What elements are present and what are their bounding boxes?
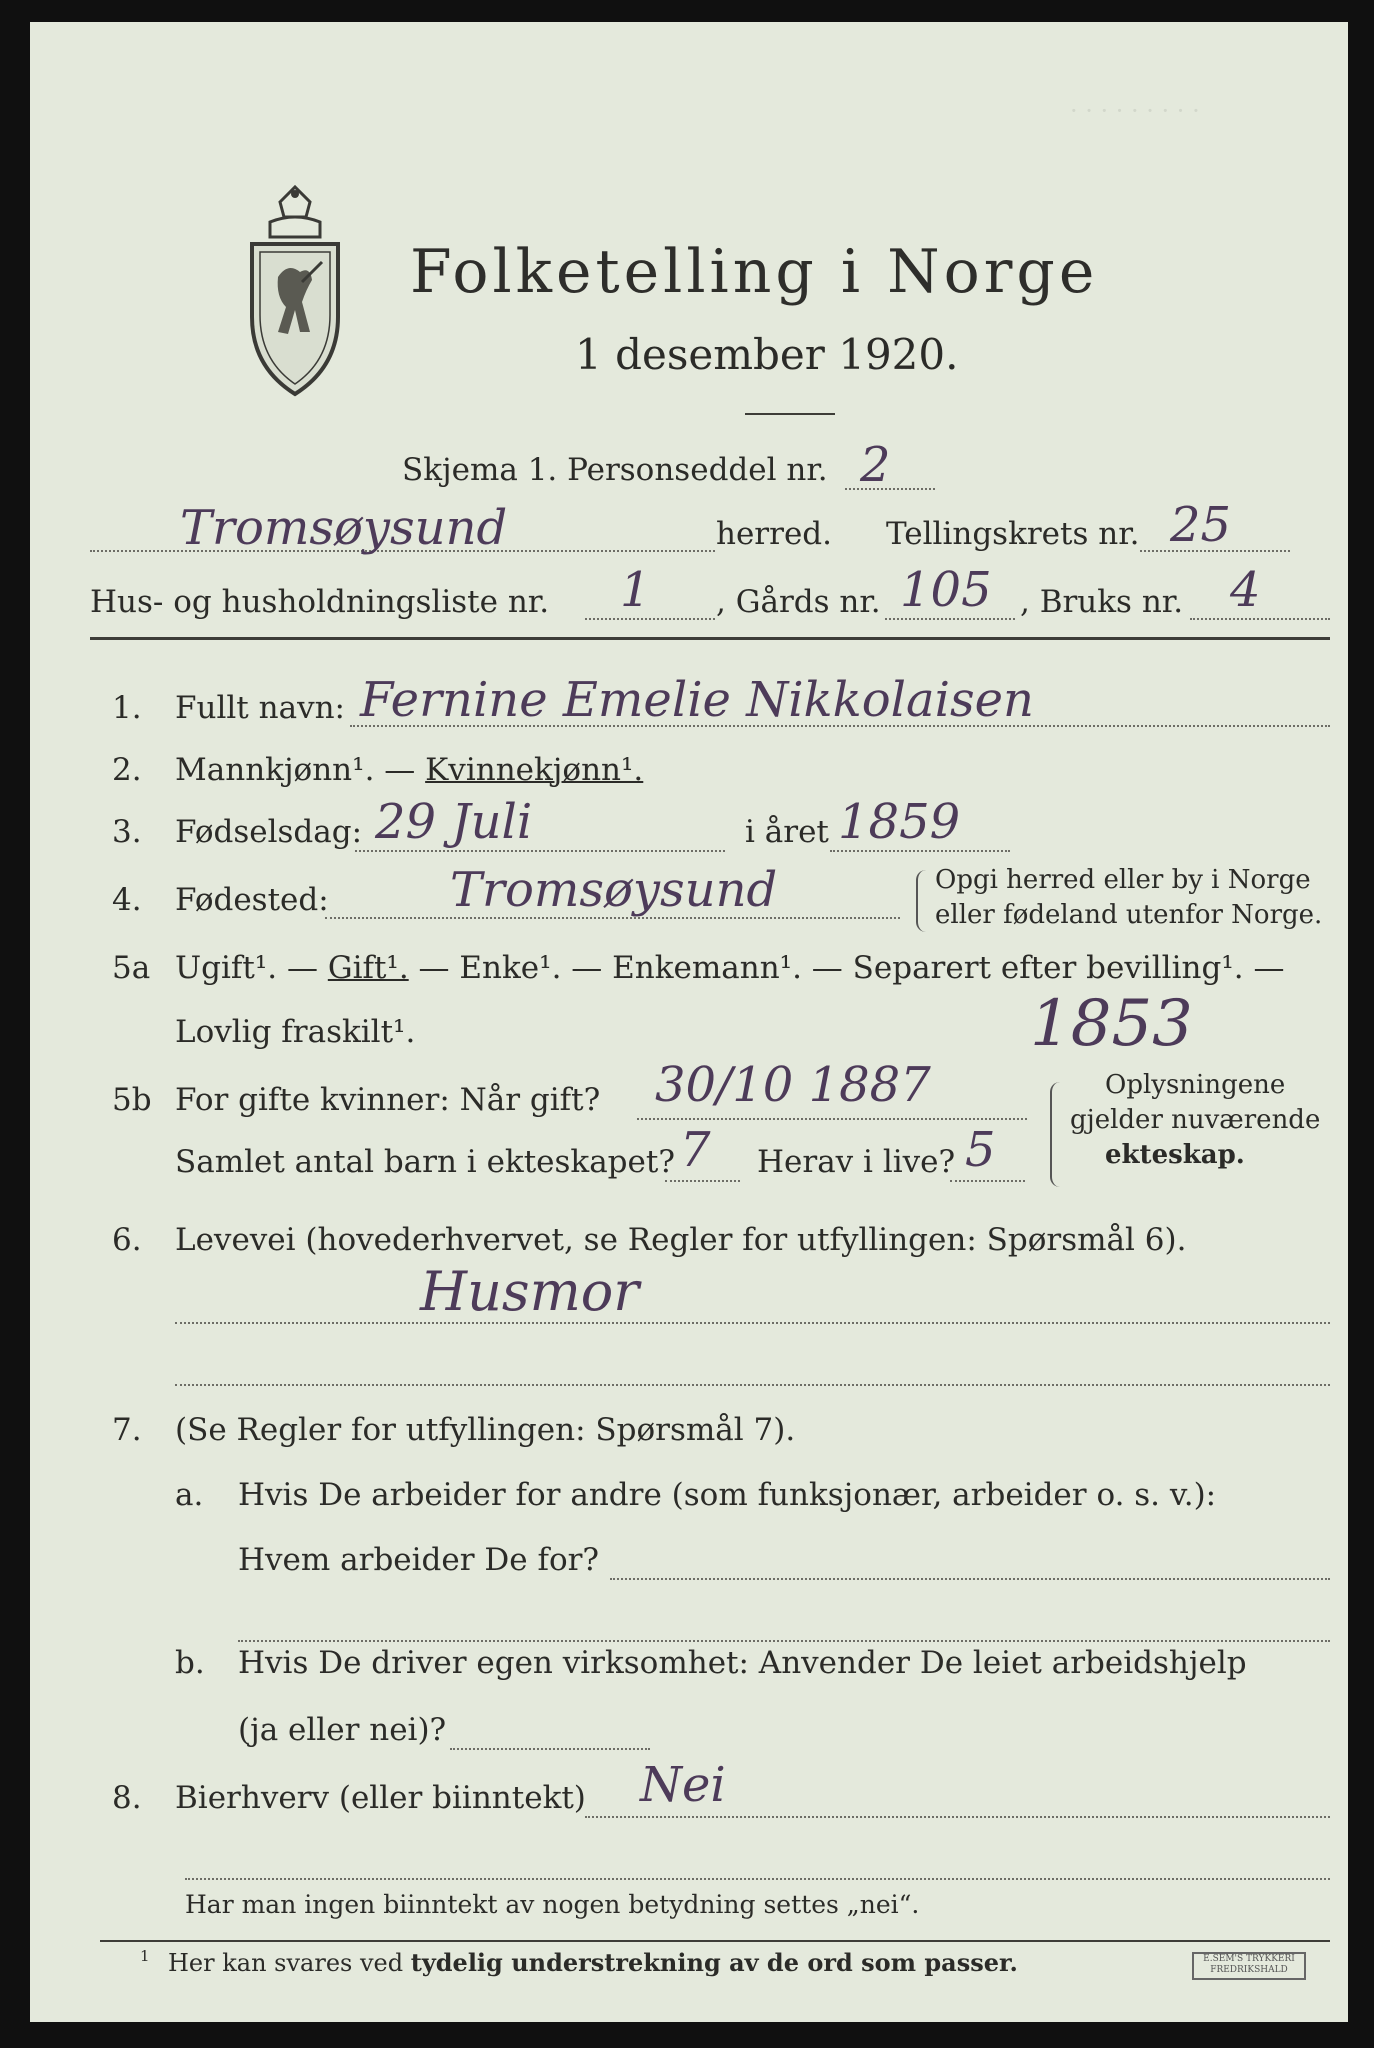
q5b-note-2: gjelder nuværende	[1070, 1105, 1321, 1135]
side-income-value: Nei	[640, 1757, 726, 1813]
title-divider	[745, 413, 835, 415]
children-alive-value: 5	[965, 1122, 996, 1178]
q8-line-1	[585, 1816, 1330, 1818]
q7a-text: Hvis De arbeider for andre (som funksjonær, arbeider o. s. v.):	[238, 1477, 1217, 1513]
printer-stamp-line-1: E.SEM'S TRYKKERI	[1203, 1954, 1295, 1964]
margin-note-year: 1853	[1030, 987, 1193, 1061]
gards-nr: 105	[900, 562, 992, 618]
q5a-text	[175, 950, 1284, 986]
hus-nr: 1	[620, 562, 651, 618]
skjema-label: Skjema 1. Personseddel nr.	[402, 452, 828, 488]
children-count-value: 7	[680, 1122, 711, 1178]
q4-note-2: eller fødeland utenfor Norge.	[935, 900, 1323, 930]
q2-text	[175, 752, 643, 788]
q7a-number: a.	[175, 1477, 204, 1513]
bruks-nr: 4	[1230, 562, 1261, 618]
q3-label: Fødselsdag:	[175, 814, 363, 850]
q4-label: Fødested:	[175, 882, 329, 918]
header-divider	[90, 637, 1330, 640]
live-line	[950, 1180, 1025, 1182]
herred-label: herred.	[716, 516, 832, 552]
personseddel-nr: 2	[860, 437, 891, 493]
q8-number: 8.	[112, 1780, 142, 1816]
barn-label: Samlet antal barn i ekteskapet?	[175, 1144, 675, 1180]
live-label: Herav i live?	[757, 1144, 956, 1180]
year-line	[830, 850, 1010, 852]
census-form-sheet	[30, 22, 1348, 2022]
q5b-label: For gifte kvinner: Når gift?	[175, 1082, 601, 1118]
printer-stamp-line-2: FREDRIKSHALD	[1210, 1965, 1288, 1975]
hus-label: Hus- og husholdningsliste nr.	[90, 584, 550, 620]
barn-line	[665, 1180, 740, 1182]
year-label: i året	[745, 814, 829, 850]
mannkjonn-option: Mannkjønn¹. —	[175, 752, 426, 788]
tellingskrets-nr: 25	[1170, 497, 1232, 553]
gards-label: , Gårds nr.	[716, 584, 881, 620]
q2-number: 2.	[112, 752, 142, 788]
footnote-divider	[100, 1940, 1330, 1942]
q3-number: 3.	[112, 814, 142, 850]
full-name-value: Fernine Emelie Nikkolaisen	[360, 672, 1034, 728]
q5b-brace	[1050, 1082, 1062, 1187]
q4-note-1: Opgi herred eller by i Norge	[935, 865, 1311, 895]
birthplace-value: Tromsøysund	[450, 862, 778, 918]
gift-option: Gift¹.	[327, 950, 409, 986]
q7b-text: Hvis De driver egen virksomhet: Anvender De leiet arbeidshjelp	[238, 1645, 1247, 1681]
bruks-line	[1190, 618, 1330, 620]
q4-brace	[916, 870, 926, 932]
kvinnekjonn-option: Kvinnekjønn¹.	[425, 752, 644, 788]
other-status-options: — Enke¹. — Enkemann¹. — Separert efter bevilling¹. —	[408, 950, 1285, 986]
q7b-text-2: (ja eller nei)?	[238, 1712, 447, 1748]
q4-number: 4.	[112, 882, 142, 918]
q6-line-2	[175, 1384, 1330, 1386]
bruks-label: , Bruks nr.	[1020, 584, 1184, 620]
census-date: 1 desember 1920.	[575, 330, 959, 379]
occupation-value: Husmor	[420, 1260, 640, 1323]
q7-number: 7.	[112, 1412, 142, 1448]
hus-line	[585, 618, 715, 620]
q5b-number: 5b	[112, 1082, 152, 1118]
birthday-value: 29 Juli	[375, 794, 533, 850]
q6-line-1	[175, 1322, 1330, 1324]
q5b-note-1: Oplysningene	[1105, 1070, 1286, 1100]
q8-label: Bierhverv (eller biinntekt)	[175, 1780, 586, 1816]
fraskilt-option: Lovlig fraskilt¹.	[175, 1014, 416, 1050]
q7b-line	[450, 1748, 650, 1750]
birth-year-value: 1859	[838, 794, 961, 850]
footnote-marker: 1	[140, 1947, 150, 1965]
q7a-line-2	[238, 1640, 1330, 1642]
q6-label: Levevei (hovederhvervet, se Regler for utfyllingen: Spørsmål 6).	[175, 1222, 1187, 1258]
q1-number: 1.	[112, 690, 142, 726]
q6-number: 6.	[112, 1222, 142, 1258]
herred-value: Tromsøysund	[180, 500, 508, 556]
footnote-text-a: Her kan svares ved	[168, 1949, 411, 1977]
no-income-note: Har man ingen biinntekt av nogen betydning settes „nei“.	[185, 1890, 920, 1919]
printer-stamp	[1192, 1952, 1306, 1980]
form-title: Folketelling i Norge	[410, 237, 1099, 307]
norwegian-lion-crest-icon	[240, 182, 350, 402]
q7-label: (Se Regler for utfyllingen: Spørsmål 7).	[175, 1412, 796, 1448]
footnote-text	[168, 1948, 1018, 1977]
q5b-line	[637, 1118, 1027, 1120]
bleed-through-text: · · · · · · · · ·	[1070, 97, 1200, 125]
q7a-line-1	[610, 1578, 1330, 1580]
gards-line	[885, 618, 1015, 620]
tellingskrets-label: Tellingskrets nr.	[886, 516, 1140, 552]
marriage-date-value: 30/10 1887	[655, 1057, 931, 1113]
q1-label: Fullt navn:	[175, 690, 345, 726]
q5a-number: 5a	[112, 950, 151, 986]
footnote-text-b: tydelig understrekning av de ord som passer.	[410, 1948, 1018, 1977]
q5b-note-3: ekteskap.	[1105, 1140, 1245, 1170]
q7a-text-2: Hvem arbeider De for?	[238, 1542, 600, 1578]
ugift-option: Ugift¹. —	[175, 950, 328, 986]
q7b-number: b.	[175, 1645, 205, 1681]
q8-line-2	[185, 1878, 1330, 1880]
q3-line	[355, 850, 725, 852]
